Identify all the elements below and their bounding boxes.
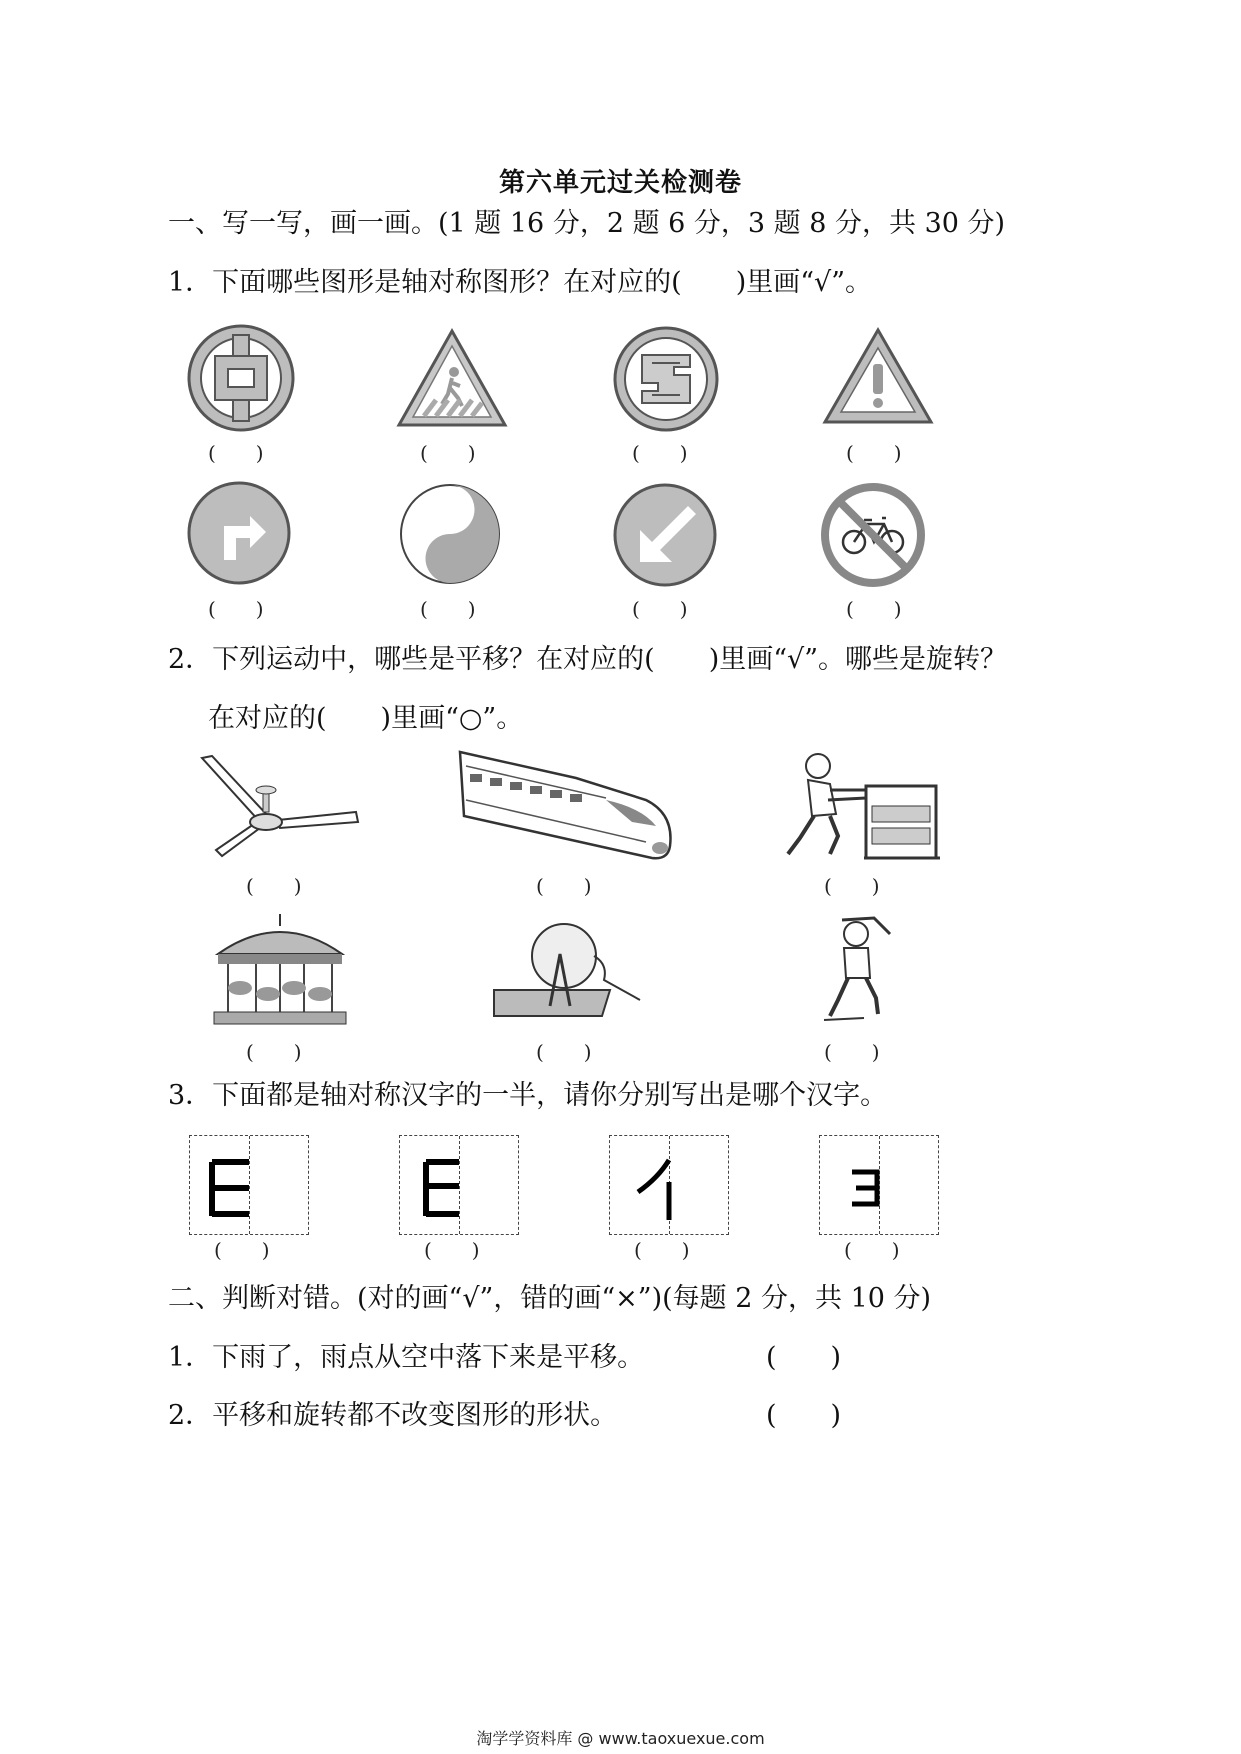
half-character-glyph: [422, 1158, 462, 1218]
answer-paren[interactable]: ( ): [246, 1040, 302, 1064]
judge-item-text: 1．下雨了，雨点从空中落下来是平移。: [168, 1342, 645, 1373]
answer-paren[interactable]: ( ): [634, 1238, 690, 1262]
page-title: 第六单元过关检测卷: [498, 168, 742, 198]
arrow-down-left-sign-icon: [612, 482, 718, 588]
half-character-glyph: [848, 1168, 880, 1208]
judge-item-text: 2．平移和旋转都不改变图形的形状。: [168, 1400, 618, 1431]
half-character-grid: [609, 1135, 729, 1235]
footer-watermark: 淘学学资料库 @ www.taoxuexue.com: [476, 1729, 765, 1748]
bank-coin-logo-icon: [186, 323, 296, 433]
q2-text-line2: 在对应的( )里画“○”。: [208, 703, 524, 734]
carousel-icon: [212, 912, 348, 1028]
answer-paren[interactable]: ( ): [208, 441, 264, 465]
answer-paren[interactable]: ( ): [846, 597, 902, 621]
pedestrian-crossing-sign-icon: [396, 328, 508, 428]
warning-sign-icon: [822, 326, 934, 426]
answer-paren[interactable]: ( ): [846, 441, 902, 465]
answer-paren[interactable]: ( ): [632, 597, 688, 621]
answer-paren[interactable]: ( ): [214, 1238, 270, 1262]
yin-yang-icon: [398, 482, 502, 586]
judge-answer-paren[interactable]: ( ): [766, 1400, 842, 1431]
half-character-glyph: [634, 1158, 674, 1222]
judge-answer-paren[interactable]: ( ): [766, 1342, 842, 1373]
answer-paren[interactable]: ( ): [420, 597, 476, 621]
half-character-glyph: [208, 1158, 252, 1218]
answer-paren[interactable]: ( ): [632, 441, 688, 465]
turn-right-sign-icon: [186, 480, 292, 586]
answer-paren[interactable]: ( ): [246, 874, 302, 898]
answer-paren[interactable]: ( ): [208, 597, 264, 621]
half-character-grid: [399, 1135, 519, 1235]
answer-paren[interactable]: ( ): [844, 1238, 900, 1262]
globe-icon: [490, 920, 646, 1022]
boy-pushing-box-icon: [778, 750, 944, 862]
skating-boy-icon: [820, 914, 900, 1026]
answer-paren[interactable]: ( ): [420, 441, 476, 465]
q2-text-line1: 2．下列运动中，哪些是平移？在对应的( )里画“√”。哪些是旋转？: [168, 644, 1008, 675]
bank-logo-icon: [612, 325, 720, 433]
answer-paren[interactable]: ( ): [536, 874, 592, 898]
q3-text: 3．下面都是轴对称汉字的一半，请你分别写出是哪个汉字。: [168, 1080, 888, 1111]
half-character-grid: [189, 1135, 309, 1235]
answer-paren[interactable]: ( ): [824, 874, 880, 898]
section2-heading: 二、判断对错。(对的画“√”，错的画“×”)(每题 2 分，共 10 分): [168, 1283, 932, 1314]
q1-text: 1．下面哪些图形是轴对称图形？在对应的( )里画“√”。: [168, 267, 873, 298]
no-bicycle-sign-icon: [820, 482, 926, 588]
bullet-train-icon: [456, 748, 678, 864]
half-character-grid: [819, 1135, 939, 1235]
answer-paren[interactable]: ( ): [424, 1238, 480, 1262]
answer-paren[interactable]: ( ): [824, 1040, 880, 1064]
answer-paren[interactable]: ( ): [536, 1040, 592, 1064]
section1-heading: 一、写一写，画一画。(1 题 16 分，2 题 6 分，3 题 8 分，共 30 分): [168, 208, 1006, 239]
ceiling-fan-icon: [196, 752, 362, 860]
